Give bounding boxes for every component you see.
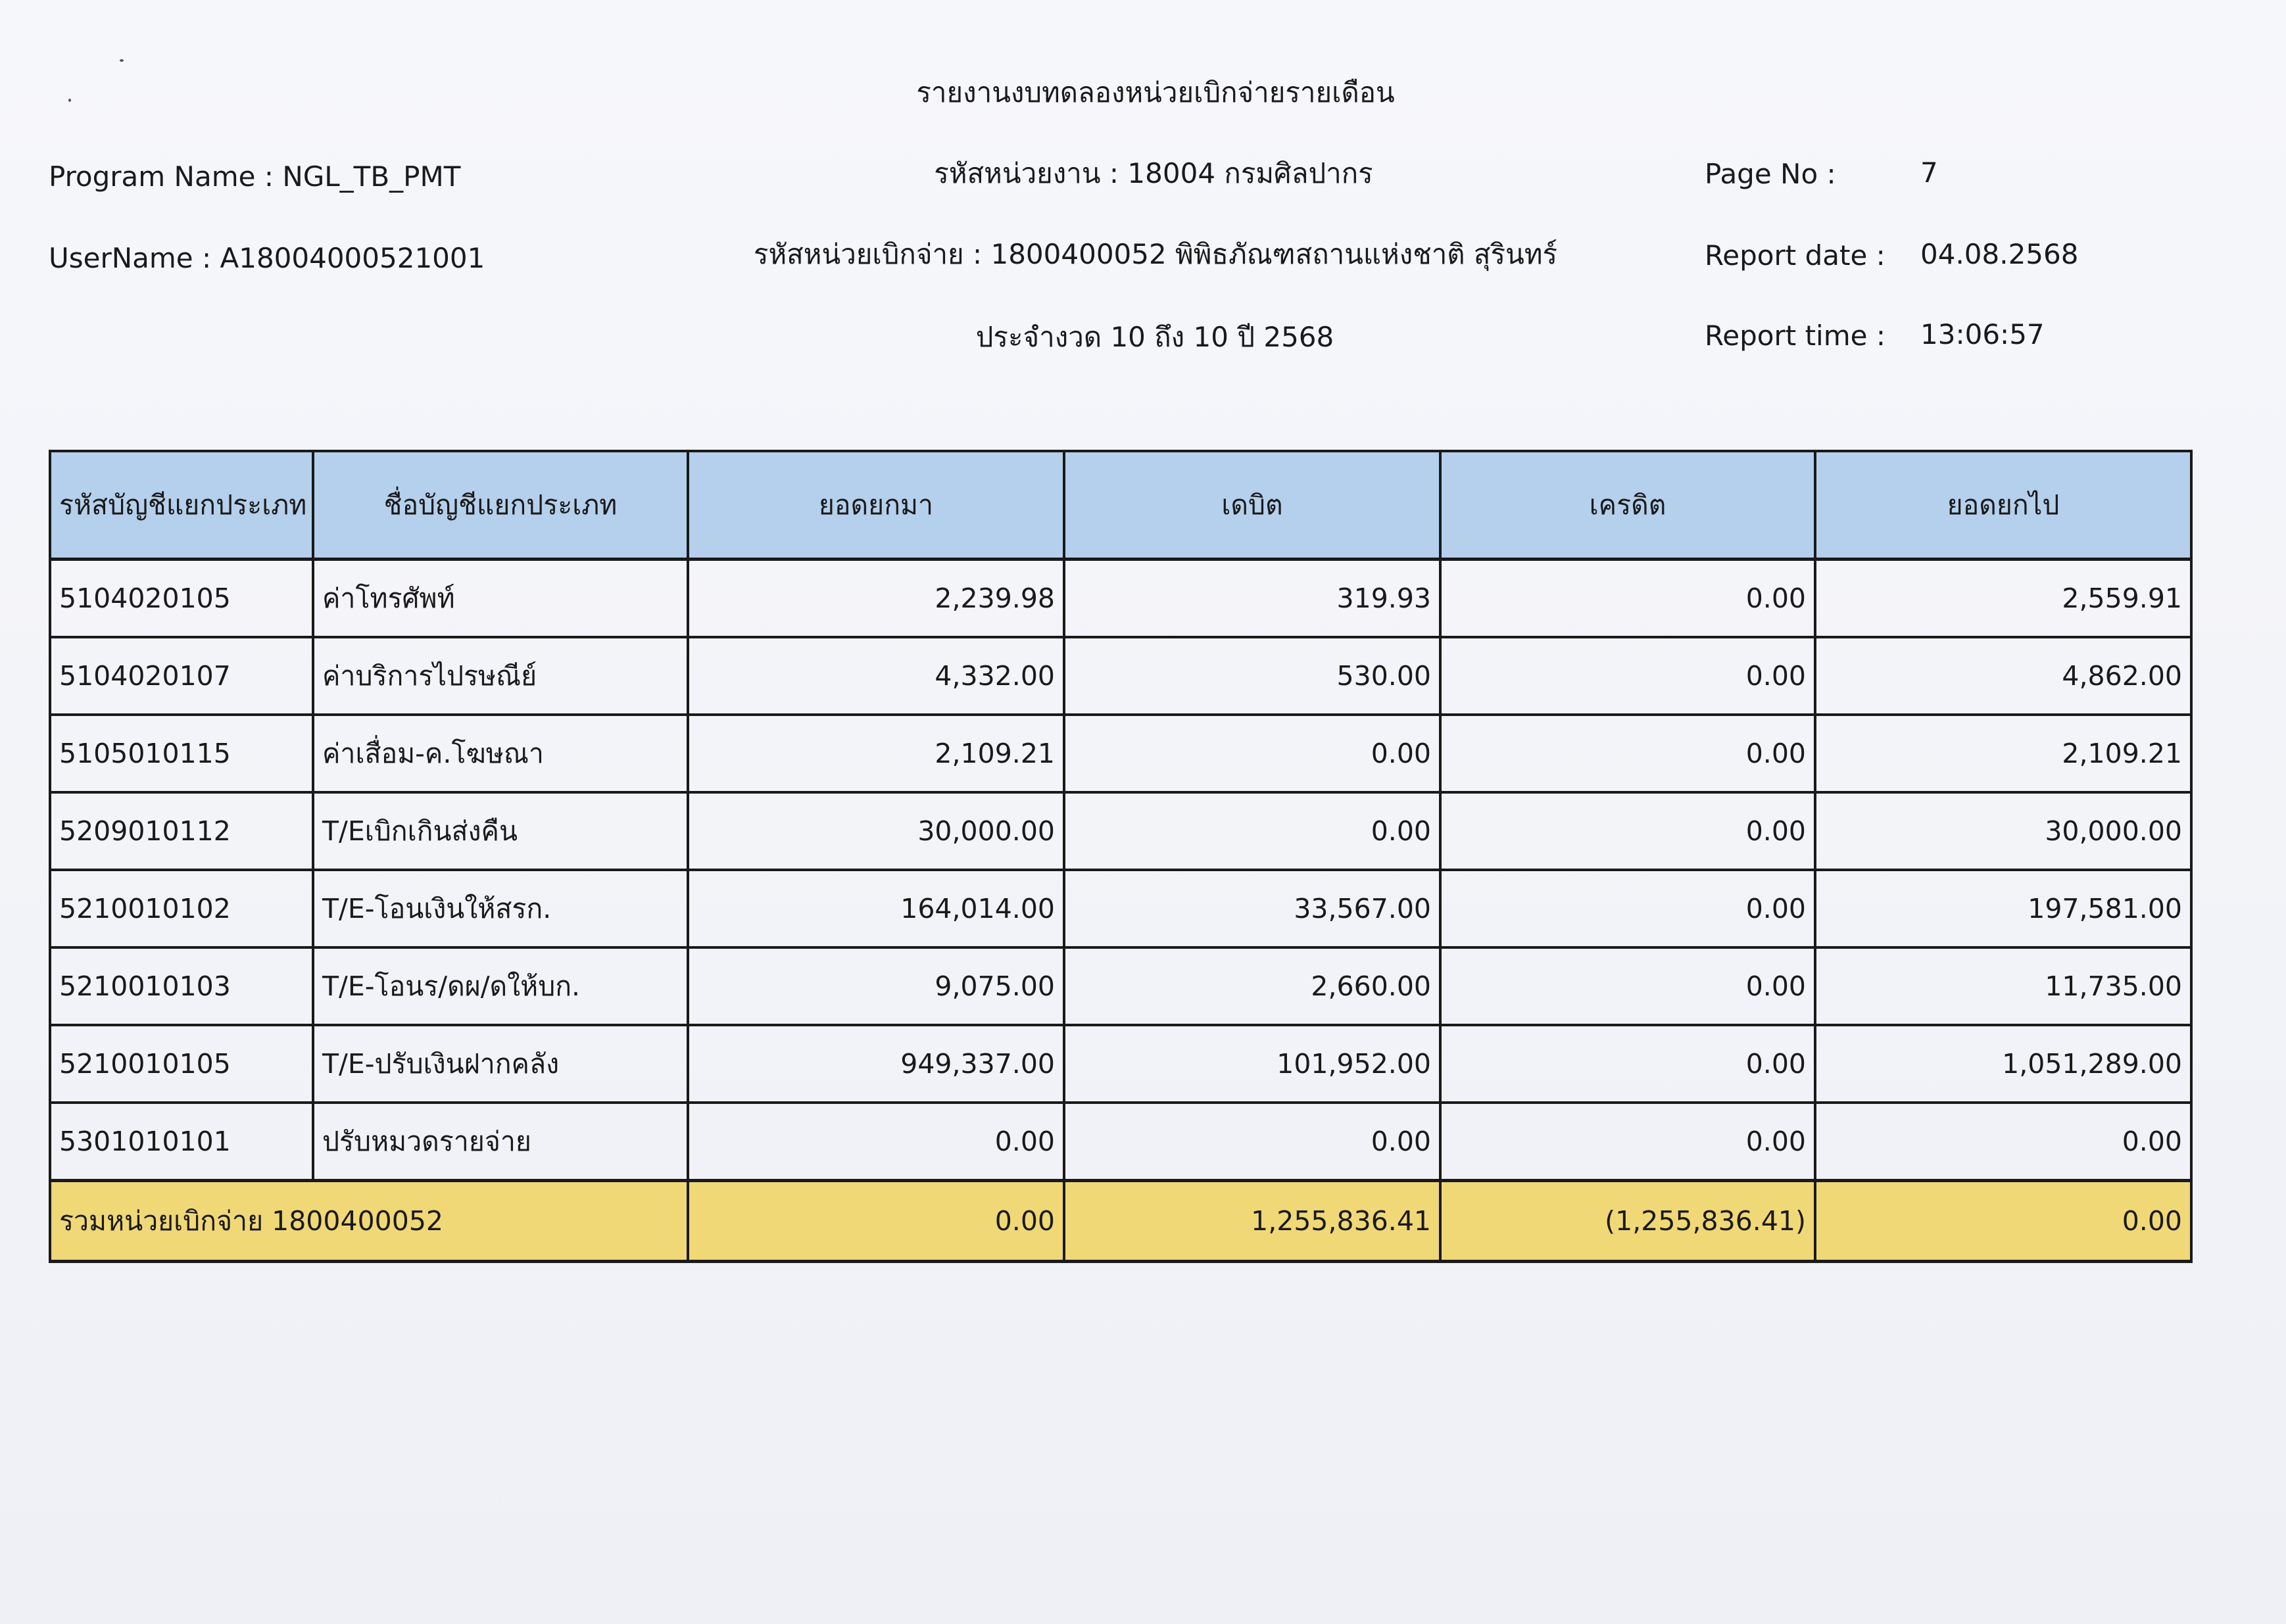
report-time-value: 13:06:57 bbox=[1920, 318, 2045, 350]
cell-account-code: 5210010103 bbox=[50, 947, 313, 1025]
report-time-label: Report time : bbox=[1705, 320, 1885, 352]
cell-credit: 0.00 bbox=[1440, 947, 1815, 1025]
cell-credit: 0.00 bbox=[1440, 870, 1815, 947]
program-name: Program Name : NGL_TB_PMT bbox=[49, 160, 461, 193]
cell-brought-forward: 4,332.00 bbox=[688, 637, 1064, 715]
cell-carried-forward: 2,559.91 bbox=[1815, 560, 2191, 638]
cell-account-name: T/E-ปรับเงินฝากคลัง bbox=[313, 1025, 688, 1103]
cell-debit: 0.00 bbox=[1064, 1103, 1440, 1181]
cell-credit: 0.00 bbox=[1440, 792, 1815, 870]
table-row bbox=[50, 560, 2191, 638]
table-header-row bbox=[50, 451, 2191, 560]
cell-debit: 2,660.00 bbox=[1064, 947, 1440, 1025]
table-row bbox=[50, 792, 2191, 870]
scan-speck bbox=[68, 99, 71, 102]
total-brought-forward: 0.00 bbox=[688, 1181, 1064, 1262]
table-row bbox=[50, 947, 2191, 1025]
cell-credit: 0.00 bbox=[1440, 1025, 1815, 1103]
cell-account-code: 5301010101 bbox=[50, 1103, 313, 1181]
page-no-value: 7 bbox=[1920, 156, 1938, 189]
cell-credit: 0.00 bbox=[1440, 637, 1815, 715]
cell-brought-forward: 949,337.00 bbox=[688, 1025, 1064, 1103]
cell-debit: 319.93 bbox=[1064, 560, 1440, 638]
col-header-carried-forward: ยอดยกไป bbox=[1815, 451, 2191, 560]
cell-account-code: 5104020107 bbox=[50, 637, 313, 715]
cell-carried-forward: 11,735.00 bbox=[1815, 947, 2191, 1025]
cell-account-name: ค่าโทรศัพท์ bbox=[313, 560, 688, 638]
col-header-credit: เครดิต bbox=[1440, 451, 1815, 560]
cell-carried-forward: 197,581.00 bbox=[1815, 870, 2191, 947]
cell-brought-forward: 2,239.98 bbox=[688, 560, 1064, 638]
total-carried-forward: 0.00 bbox=[1815, 1181, 2191, 1262]
cell-carried-forward: 30,000.00 bbox=[1815, 792, 2191, 870]
col-header-account-name: ชื่อบัญชีแยกประเภท bbox=[313, 451, 688, 560]
col-header-account-code: รหัสบัญชีแยกประเภท bbox=[50, 451, 313, 560]
table-row bbox=[50, 870, 2191, 947]
cell-account-name: ค่าเสื่อม-ค.โฆษณา bbox=[313, 715, 688, 792]
cell-credit: 0.00 bbox=[1440, 1103, 1815, 1181]
total-credit: (1,255,836.41) bbox=[1440, 1181, 1815, 1262]
table-row bbox=[50, 1103, 2191, 1181]
cell-credit: 0.00 bbox=[1440, 560, 1815, 638]
cell-account-name: T/E-โอนร/ดผ/ดให้บก. bbox=[313, 947, 688, 1025]
cell-debit: 33,567.00 bbox=[1064, 870, 1440, 947]
report-date-label: Report date : bbox=[1705, 239, 1885, 272]
cell-brought-forward: 164,014.00 bbox=[688, 870, 1064, 947]
trial-balance-table bbox=[49, 450, 2193, 1263]
col-header-brought-forward: ยอดยกมา bbox=[688, 451, 1064, 560]
cell-account-code: 5105010115 bbox=[50, 715, 313, 792]
table-row bbox=[50, 637, 2191, 715]
cell-credit: 0.00 bbox=[1440, 715, 1815, 792]
scan-speck bbox=[120, 59, 124, 62]
cell-brought-forward: 30,000.00 bbox=[688, 792, 1064, 870]
cell-debit: 0.00 bbox=[1064, 715, 1440, 792]
table-row bbox=[50, 715, 2191, 792]
cell-carried-forward: 0.00 bbox=[1815, 1103, 2191, 1181]
cell-account-code: 5210010105 bbox=[50, 1025, 313, 1103]
cell-carried-forward: 2,109.21 bbox=[1815, 715, 2191, 792]
cell-account-code: 5209010112 bbox=[50, 792, 313, 870]
total-label: รวมหน่วยเบิกจ่าย 1800400052 bbox=[50, 1181, 688, 1262]
cell-brought-forward: 2,109.21 bbox=[688, 715, 1064, 792]
total-debit: 1,255,836.41 bbox=[1064, 1181, 1440, 1262]
cell-debit: 101,952.00 bbox=[1064, 1025, 1440, 1103]
report-title: รายงานงบทดลองหน่วยเบิกจ่ายรายเดือน bbox=[916, 76, 1395, 108]
cell-account-code: 5210010102 bbox=[50, 870, 313, 947]
cell-carried-forward: 4,862.00 bbox=[1815, 637, 2191, 715]
cell-brought-forward: 0.00 bbox=[688, 1103, 1064, 1181]
cell-account-name: T/E-โอนเงินให้สรก. bbox=[313, 870, 688, 947]
report-date-value: 04.08.2568 bbox=[1920, 238, 2079, 270]
cell-account-name: ค่าบริการไปรษณีย์ bbox=[313, 637, 688, 715]
total-row bbox=[50, 1181, 2191, 1262]
col-header-debit: เดบิต bbox=[1064, 451, 1440, 560]
cell-carried-forward: 1,051,289.00 bbox=[1815, 1025, 2191, 1103]
cell-account-code: 5104020105 bbox=[50, 560, 313, 638]
cell-brought-forward: 9,075.00 bbox=[688, 947, 1064, 1025]
table-row bbox=[50, 1025, 2191, 1103]
cell-account-name: T/Eเบิกเกินส่งคืน bbox=[313, 792, 688, 870]
agency-code: รหัสหน่วยงาน : 18004 กรมศิลปากร bbox=[934, 157, 1373, 189]
cell-account-name: ปรับหมวดรายจ่าย bbox=[313, 1103, 688, 1181]
report-period: ประจำงวด 10 ถึง 10 ปี 2568 bbox=[975, 321, 1334, 353]
cell-debit: 530.00 bbox=[1064, 637, 1440, 715]
page-no-label: Page No : bbox=[1705, 158, 1836, 190]
disbursing-unit: รหัสหน่วยเบิกจ่าย : 1800400052 พิพิธภัณฑสถานแห่งชาติ สุรินทร์ bbox=[753, 238, 1558, 270]
user-name: UserName : A18004000521001 bbox=[49, 242, 485, 274]
cell-debit: 0.00 bbox=[1064, 792, 1440, 870]
